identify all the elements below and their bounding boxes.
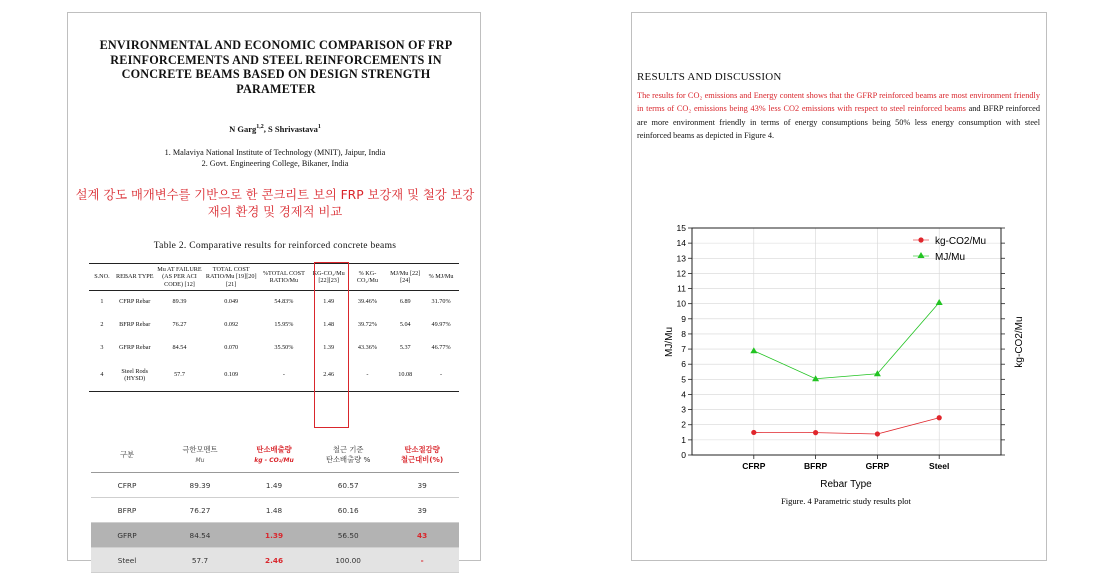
table-cell: 15.95% xyxy=(274,321,294,329)
table-cell: 2.46 xyxy=(237,548,311,573)
table-cell: 39 xyxy=(385,498,459,523)
table-cell: 10.08 xyxy=(398,371,413,379)
table-cell: 43.36% xyxy=(357,344,377,352)
table-cell: CFRP xyxy=(91,473,163,498)
y-tick-label: 5 xyxy=(681,374,686,385)
table-cell: - xyxy=(440,371,443,379)
table-row xyxy=(89,290,459,313)
table-cell: 1.39 xyxy=(323,344,335,352)
header-mj: MJ/Mu [22][24] xyxy=(390,269,421,284)
paper-authors: N Garg$^{1,2}$, S Shrivastava$^1$ xyxy=(229,124,321,134)
table-cell: 2.46 xyxy=(323,371,335,379)
table-cell: 39 xyxy=(385,473,459,498)
table-cell: 0.109 xyxy=(224,371,239,379)
affiliation-2: 2. Govt. Engineering College, Bikaner, India xyxy=(201,158,349,168)
ko-header-steel-basis: 철근 기준 탄소배출량 % xyxy=(311,438,385,473)
table-cell: 3 xyxy=(100,344,104,352)
x-tick-label: CFRP xyxy=(742,461,766,471)
ko-table-row xyxy=(91,498,459,523)
highlighted-text: The results for CO₂ emissions and Energy content shows that the GFRP reinforced beams are most environment friendly in terms of CO₂ emissions being 43% less CO2 emissions with respect to steel reinforced beams xyxy=(637,91,1040,114)
table-cell: 60.57 xyxy=(311,473,385,498)
paragraph-text: and BFRP reinforced are more environment friendly in terms of energy consumptions being 50% less energy consumption with steel reinforced beams as depicted in Figure 4. xyxy=(637,104,1040,140)
table-cell: 6.89 xyxy=(399,298,411,306)
paper-title: ENVIRONMENTAL AND ECONOMIC COMPARISON OF FRP REINFORCEMENTS AND STEEL REINFORCEMENTS IN CONCRETE BEAMS BASED ON DESIGN STRENGTH PARAMETER xyxy=(99,38,453,96)
y-axis-label-right: kg-CO2/Mu xyxy=(1014,316,1025,368)
y-tick-label: 2 xyxy=(681,419,686,430)
table-cell: 43 xyxy=(385,523,459,548)
affiliation-1: 1. Malaviya National Institute of Technology (MNIT), Jaipur, India xyxy=(164,148,386,157)
table-cell: BFRP xyxy=(91,498,163,523)
y-tick-label: 4 xyxy=(681,389,686,400)
x-axis-label: Rebar Type xyxy=(820,479,872,490)
ko-header-category: 구분 xyxy=(91,438,163,473)
legend-marker-mj xyxy=(918,252,925,258)
y-tick-label: 9 xyxy=(681,313,686,324)
affiliations xyxy=(68,148,482,169)
y-tick-label: 15 xyxy=(676,223,686,233)
y-tick-label: 14 xyxy=(676,238,686,249)
table-cell: 35.50% xyxy=(274,344,294,352)
table-cell: 39.46% xyxy=(357,298,377,306)
korean-title: 설계 강도 매개변수를 기반으로 한 콘크리트 보의 FRP 보강재 및 철강 보강재의 환경 및 경제적 비교 xyxy=(75,188,475,219)
legend-label-co2: kg-CO2/Mu xyxy=(935,236,987,247)
table-cell: 1 xyxy=(100,298,104,306)
table-row xyxy=(89,359,459,391)
table-cell: 1.49 xyxy=(323,298,335,306)
y-tick-label: 1 xyxy=(681,434,686,445)
left-document-page xyxy=(67,12,481,565)
data-point-circle xyxy=(751,430,756,435)
header-kg-co2: KG-CO₂/Mu [22][23] xyxy=(312,269,345,284)
data-point-triangle xyxy=(750,347,757,353)
table-cell: 89.39 xyxy=(172,298,187,306)
table-cell: 5.37 xyxy=(399,344,411,352)
kg-co2-highlight-box xyxy=(314,262,349,428)
table-cell: 54.83% xyxy=(274,298,294,306)
table-header-row xyxy=(89,264,459,291)
table-cell: 57.7 xyxy=(174,371,185,379)
table-cell: GFRP Rebar xyxy=(118,344,151,352)
y-tick-label: 10 xyxy=(676,298,686,309)
table-caption: Table 2. Comparative results for reinforced concrete beams xyxy=(153,241,397,251)
right-document-page xyxy=(631,12,1047,561)
korean-summary-table xyxy=(91,438,459,573)
figure-caption: Figure. 4 Parametric study results plot xyxy=(781,496,911,506)
table-cell: 76.27 xyxy=(172,321,187,329)
table-cell: 84.54 xyxy=(172,344,187,352)
y-tick-label: 8 xyxy=(681,328,686,339)
table-cell: 60.16 xyxy=(311,498,385,523)
ko-header-emission: 탄소배출량 kg - CO₂/Mu xyxy=(237,438,311,473)
table-cell: 76.27 xyxy=(163,498,237,523)
table-cell: - xyxy=(282,371,285,379)
y-axis-label: MJ/Mu xyxy=(664,327,675,357)
ko-header-reduction: 탄소절감량 철근대비(%) xyxy=(385,438,459,473)
table-cell: 57.7 xyxy=(163,548,237,573)
table-cell: 0.049 xyxy=(224,298,239,306)
table-cell: 39.72% xyxy=(357,321,377,329)
section-heading: RESULTS AND DISCUSSION xyxy=(637,71,782,83)
table-cell: 84.54 xyxy=(163,523,237,548)
y-tick-label: 3 xyxy=(681,404,686,415)
data-point-circle xyxy=(813,430,818,435)
comparison-table xyxy=(89,263,459,392)
x-tick-label: Steel xyxy=(929,461,950,471)
data-point-circle xyxy=(937,415,942,420)
table-cell: - xyxy=(366,371,369,379)
y-tick-label: 6 xyxy=(681,359,686,370)
data-point-triangle xyxy=(936,299,943,305)
header-pct-mj: % MJ/Mu xyxy=(428,273,454,281)
header-mu-failure: Mu AT FAILURE (AS PER ACI CODE) [12] xyxy=(157,266,202,288)
header-rebar-type: REBAR TYPE xyxy=(115,273,154,281)
table-cell: 0.092 xyxy=(224,321,239,329)
header-total-cost: TOTAL COST RATIO/Mu [19][20][21] xyxy=(205,266,257,288)
table-cell: CFRP Rebar xyxy=(119,298,151,306)
table-cell: 56.50 xyxy=(311,523,385,548)
data-point-circle xyxy=(875,431,880,436)
ko-header-moment: 극한모멘트 Mu xyxy=(163,438,237,473)
table-cell: 49.97% xyxy=(431,321,451,329)
table-cell: 0.070 xyxy=(224,344,239,352)
x-tick-label: BFRP xyxy=(804,461,828,471)
header-pct-kg-co2: % KG-CO₂/Mu xyxy=(356,269,378,284)
legend-label-mj: MJ/Mu xyxy=(935,252,965,263)
table-cell: 1.48 xyxy=(323,321,335,329)
table-cell: GFRP xyxy=(91,523,163,548)
table-cell: 46.77% xyxy=(431,344,451,352)
ko-table-header-row xyxy=(91,438,459,473)
table-cell: - xyxy=(385,548,459,573)
table-cell: 89.39 xyxy=(163,473,237,498)
header-pct-total-cost: %TOTAL COST RATIO/Mu xyxy=(262,269,305,284)
table-cell: 1.49 xyxy=(237,473,311,498)
table-row xyxy=(89,313,459,336)
table-cell: 4 xyxy=(100,371,104,379)
table-cell: 2 xyxy=(100,321,104,329)
series-line-0 xyxy=(754,418,939,434)
table-cell: BFRP Rebar xyxy=(119,321,151,329)
table-cell: Steel Rods (HYSD) xyxy=(121,367,149,383)
header-sno: S.NO. xyxy=(94,273,110,281)
table-cell: 5.04 xyxy=(399,321,411,329)
ko-table-row-highlighted xyxy=(91,523,459,548)
y-tick-label: 0 xyxy=(681,450,686,460)
table-cell: Steel xyxy=(91,548,163,573)
ko-table-row xyxy=(91,473,459,498)
table-cell: 1.39 xyxy=(237,523,311,548)
series-line-1 xyxy=(754,302,939,378)
y-tick-label: 11 xyxy=(677,283,686,294)
y-tick-label: 7 xyxy=(681,344,686,355)
x-tick-label: GFRP xyxy=(865,461,890,471)
table-cell: 31.70% xyxy=(431,298,451,306)
y-tick-label: 13 xyxy=(676,253,686,264)
table-cell: 1.48 xyxy=(237,498,311,523)
y-tick-label: 12 xyxy=(676,268,686,279)
parametric-study-chart xyxy=(632,13,1048,562)
table-cell: 100.00 xyxy=(311,548,385,573)
table-row xyxy=(89,336,459,359)
chart-legend xyxy=(913,236,986,263)
